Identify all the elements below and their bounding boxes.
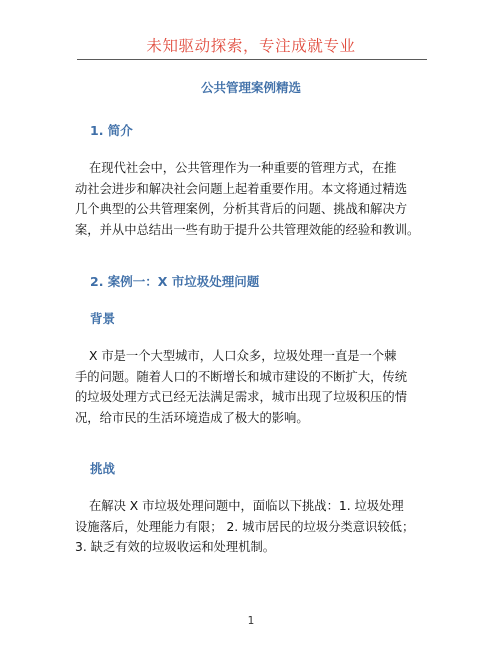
- header-divider: [77, 59, 427, 60]
- paragraph-line: 动社会进步和解决社会问题上起着重要作用。本文将通过精选: [75, 181, 408, 196]
- paragraph-line: 手的问题。随着人口的不断增长和城市建设的不断扩大，传统: [75, 369, 408, 384]
- header-slogan: 未知驱动探索，专注成就专业: [146, 37, 356, 55]
- section-heading-introduction: 1. 简介: [90, 123, 133, 138]
- paragraph-line: 几个典型的公共管理案例，分析其背后的问题、挑战和解决方: [75, 202, 408, 216]
- page-number: 1: [247, 615, 255, 627]
- paragraph-line: 在解决 X 市垃圾处理问题中，面临以下挑战：1. 垃圾处理: [89, 499, 404, 513]
- paragraph-line: X 市是一个大型城市，人口众多，垃圾处理一直是一个棘: [89, 349, 397, 363]
- document-title: 公共管理案例精选: [200, 80, 301, 95]
- paragraph-line: 的垃圾处理方式已经无法满足需求，城市出现了垃圾积压的情: [75, 390, 408, 404]
- paragraph-line: 况，给市民的生活环境造成了极大的影响。: [75, 410, 309, 425]
- background-paragraph: [75, 346, 435, 428]
- challenges-paragraph: [75, 496, 435, 558]
- section-heading-case-one: 2. 案例一：X 市垃圾处理问题: [90, 274, 260, 289]
- paragraph-line: 3. 缺乏有效的垃圾收运和处理机制。: [75, 540, 276, 554]
- introduction-paragraph: [75, 158, 435, 240]
- paragraph-line: 案，并从中总结出一些有助于提升公共管理效能的经验和教训。: [75, 222, 420, 237]
- paragraph-line: 设施落后，处理能力有限； 2. 城市居民的垃圾分类意识较低；: [75, 519, 415, 534]
- subheading-background: 背景: [90, 311, 116, 326]
- subheading-challenges: 挑战: [90, 461, 116, 476]
- paragraph-line: 在现代社会中，公共管理作为一种重要的管理方式，在推: [89, 161, 397, 175]
